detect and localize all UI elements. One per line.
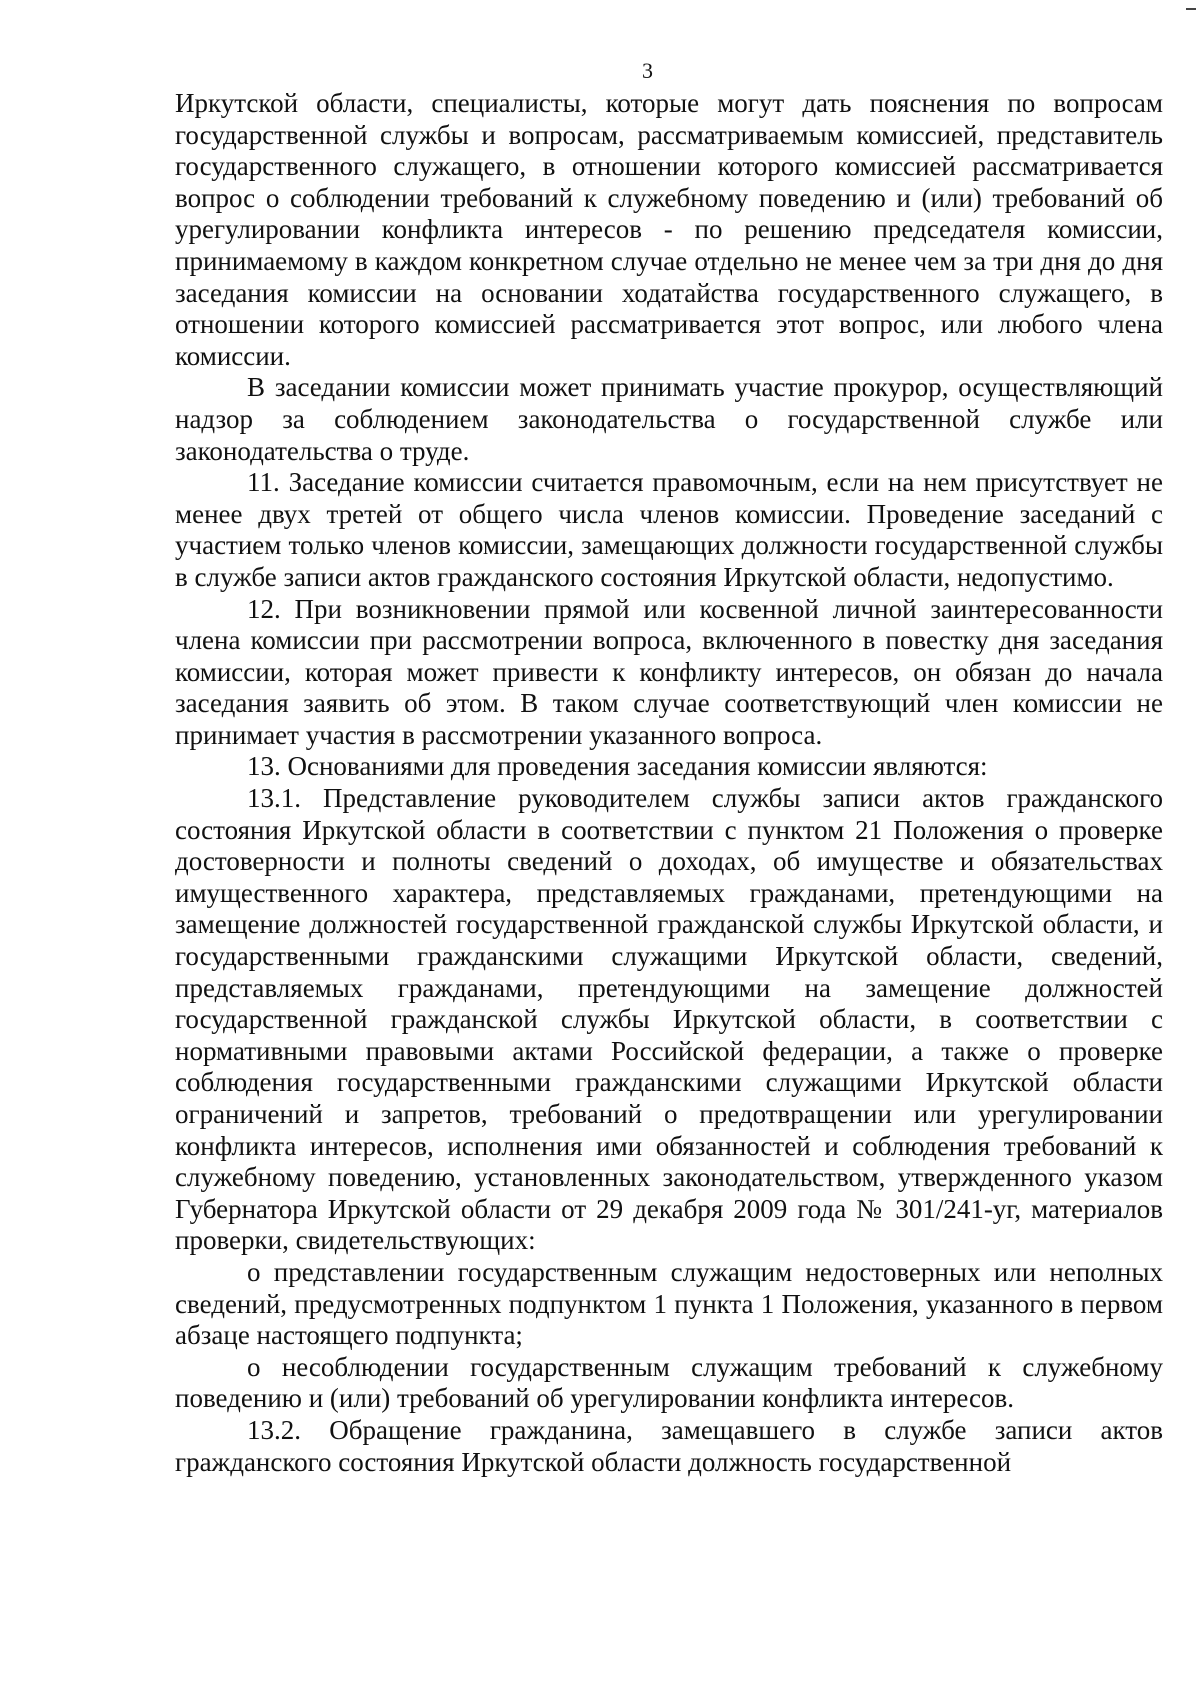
paragraph-13-1-item-1: о представлении государственным служащим недостоверных или неполных сведений, предусмотренных подпунктом 1 пункта 1 Положения, указанного в первом абзаце настоящего подпункта; <box>175 1256 1163 1351</box>
scan-edge-mark <box>1186 8 1196 10</box>
paragraph-13-1: 13.1. Представление руководителем службы записи актов гражданского состояния Иркутской области в соответствии с пунктом 21 Положения о проверке достоверности и полноты сведений о доходах, об имуществе и обязательствах имущественного характера, представляемых гражданами, претендующими на замещение должностей государственной гражданской службы Иркутской области, и государственными гражданскими служащими Иркутской области, сведений, представляемых гражданами, претендующими на замещение должностей государственной гражданской службы Иркутской области, в соответствии с нормативными правовыми актами Российской федерации, а также о проверке соблюдения государственными гражданскими служащими Иркутской области ограничений и запретов, требований о предотвращении или урегулировании конфликта интересов, исполнения ими обязанностей и соблюдения требований к служебному поведению, установленных законодательством, утвержденного указом Губернатора Иркутской области от 29 декабря 2009 года № 301/241-уг, материалов проверки, свидетельствующих: <box>175 783 1163 1256</box>
page-number: 3 <box>642 58 653 83</box>
paragraph-13-2: 13.2. Обращение гражданина, замещавшего в службе записи актов гражданского состояния Иркутской области должность государственной <box>175 1414 1163 1477</box>
paragraph-12: 12. При возникновении прямой или косвенной личной заинтересованности члена комиссии при рассмотрении вопроса, включенного в повестку дня заседания комиссии, которая может привести к конфликту интересов, он обязан до начала заседания заявить об этом. В таком случае соответствующий член комиссии не принимает участия в рассмотрении указанного вопроса. <box>175 593 1163 750</box>
paragraph-continuation: Иркутской области, специалисты, которые могут дать пояснения по вопросам государственной службы и вопросам, рассматриваемым комиссией, представитель государственного служащего, в отношении которого комиссией рассматривается вопрос о соблюдении требований к служебному поведению и (или) требований об урегулировании конфликта интересов - по решению председателя комиссии, принимаемому в каждом конкретном случае отдельно не менее чем за три дня до дня заседания комиссии на основании ходатайства государственного служащего, в отношении которого комиссией рассматривается этот вопрос, или любого члена комиссии. <box>175 88 1163 371</box>
paragraph-13: 13. Основаниями для проведения заседания комиссии являются: <box>247 751 988 782</box>
paragraph-13-1-item-2: о несоблюдении государственным служащим требований к служебному поведению и (или) требований об урегулировании конфликта интересов. <box>175 1351 1163 1414</box>
document-body <box>175 88 1163 1478</box>
paragraph-11: 11. Заседание комиссии считается правомочным, если на нем присутствует не менее двух третей от общего числа членов комиссии. Проведение заседаний с участием только членов комиссии, замещающих должности государственной службы в службе записи актов гражданского состояния Иркутской области, недопустимо. <box>175 467 1163 592</box>
paragraph-prosecutor: В заседании комиссии может принимать участие прокурор, осуществляющий надзор за соблюдением законодательства о государственной службе или законодательства о труде. <box>175 372 1163 466</box>
